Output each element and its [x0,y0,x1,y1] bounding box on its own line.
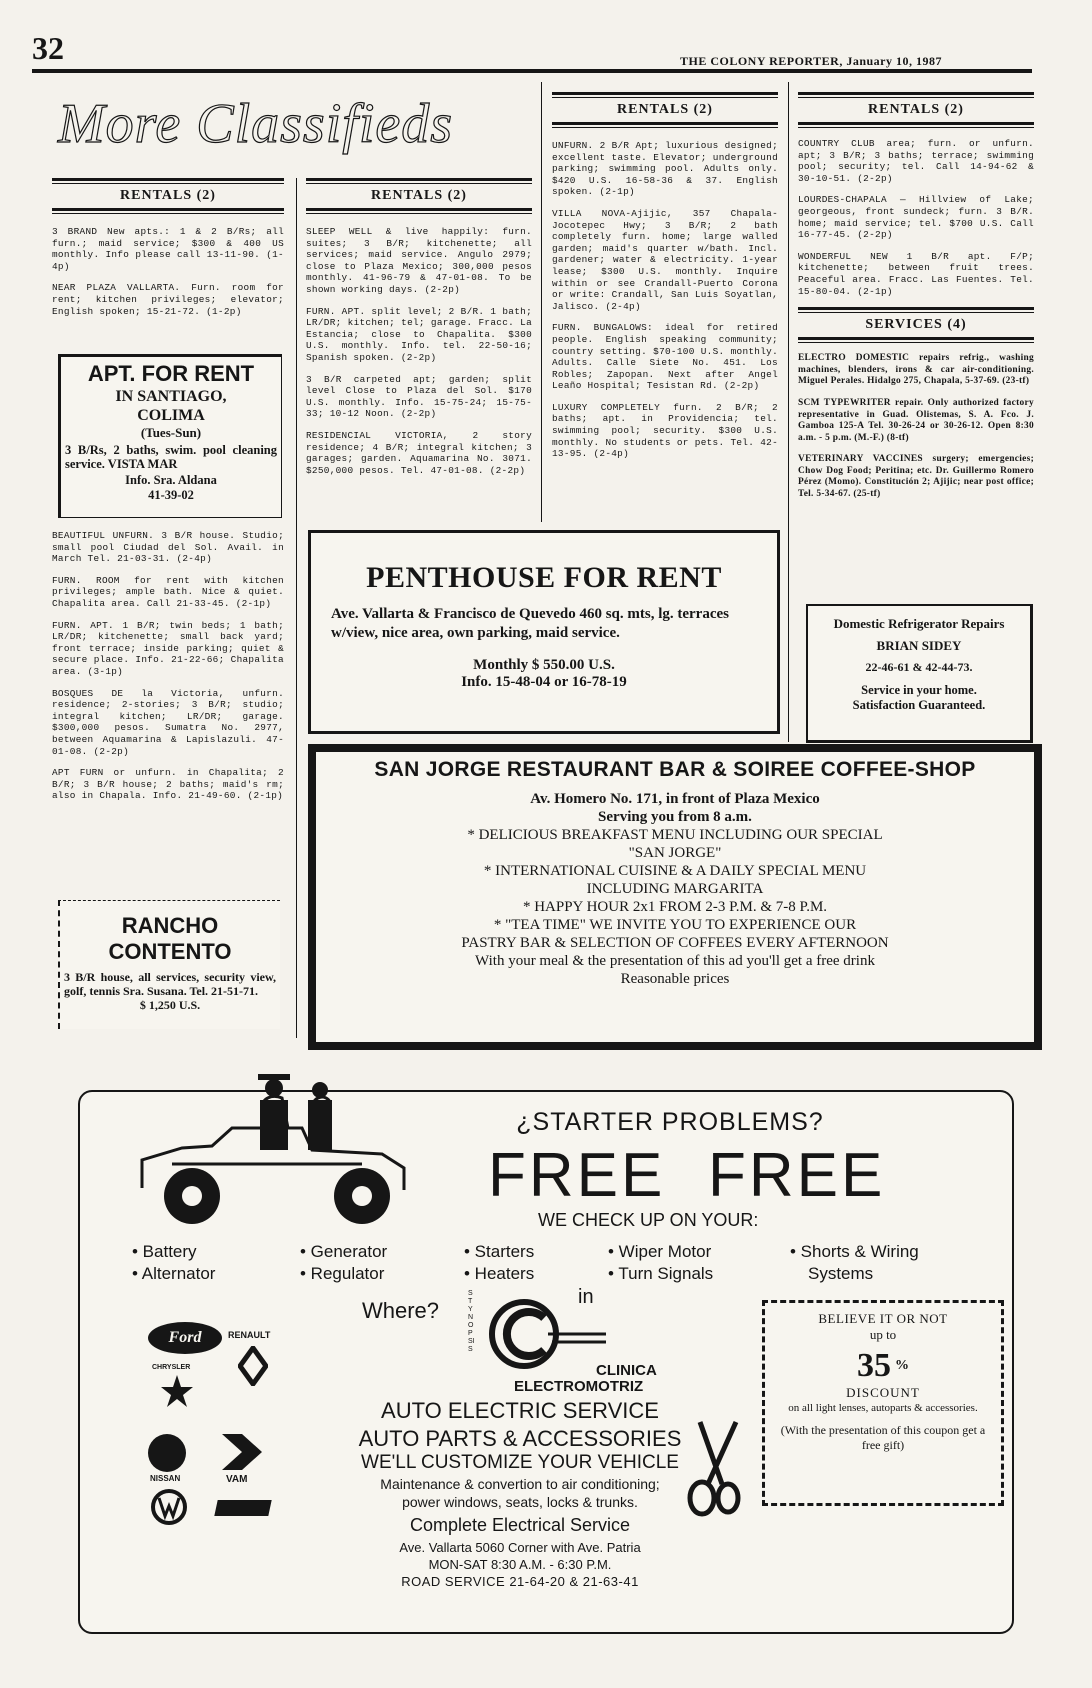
bullet-shorts: • Shorts & Wiring [790,1242,919,1261]
bullet-heaters: • Heaters [464,1264,535,1283]
apt-ad-phone: 41-39-02 [148,488,194,502]
coupon-line: up to [869,1327,897,1342]
service-line: WE'LL CUSTOMIZE YOUR VEHICLE [361,1452,679,1473]
col4-heading: RENTALS (2) [868,102,964,117]
list-item: VILLA NOVA-Ajijic, 357 Chapala-Jocotepec Hwy; 3 B/R; 2 bath completely furn. home; large walled garden; maid's quarter w/bath. Incl. gardener; water & electricity. 1-year lease; $300 U.S. monthly. Inquire within or see Crandall-Puerto Corona or write: Crandall, San Luis Soyatlan, Jalisco. (2-4p) [552,207,778,312]
sanjorge-line: * HAPPY HOUR 2x1 FROM 2-3 P.M. & 7-8 P.M. [522,899,828,915]
col1-heading: RENTALS (2) [120,188,216,203]
starter-question: ¿STARTER PROBLEMS? [516,1108,824,1136]
section-title: More Classifieds [58,93,454,155]
fridge-title: Domestic Refrigerator Repairs [833,616,1005,631]
list-item: WONDERFUL NEW 1 B/R apt. F/P; kitchenette; between fruit trees. Peaceful area. Fracc. Las Fuentes. Tel. 15-80-04. (2-1p) [798,250,1034,297]
services-heading: SERVICES (4) [865,317,967,333]
vintage-car-illustration [112,1068,432,1228]
list-item: ELECTRO DOMESTIC repairs refrig., washing machines, blenders, irons & car air-conditioning. Miguel Perales. Hidalgo 275, Chapala, 5-37-69. (23-tf) [798,353,1034,387]
san-jorge-ad [308,744,1042,1050]
penthouse-price: Monthly $ 550.00 U.S. [473,657,615,673]
coupon-line: BELIEVE IT OR NOT [818,1311,948,1326]
vw-logo-icon [150,1488,188,1526]
sanjorge-line: * "TEA TIME" WE INVITE YOU TO EXPERIENCE OUR [493,917,857,933]
bullet-regulator: • Regulator [300,1264,385,1283]
sanjorge-line: "SAN JORGE" [628,845,722,861]
bullet-generator: • Generator [300,1242,388,1261]
col3-heading: RENTALS (2) [617,102,713,117]
in-label: in [578,1286,594,1308]
bullet-starters: • Starters [464,1242,535,1261]
col1-lower [52,530,284,812]
free-word-2: FREE [708,1141,886,1210]
penthouse-body: Ave. Vallarta & Francisco de Quevedo 460 sq. mts, lg. terraces w/view, nice area, own parking, maid service. [331,606,729,641]
penthouse-ad [308,530,780,734]
list-item: FURN. APT. 1 B/R; twin beds; 1 bath; LR/DR; kitchenette; small back yard; front terrace; inside parking; quiet & secure place. Info. 21-22-66; Chapalita area. (3-1p) [52,619,284,677]
apt-ad-place: IN SANTIAGO, COLIMA [115,388,227,424]
col1 [52,178,284,327]
nissan-logo-icon [148,1434,186,1472]
sanjorge-line: Reasonable prices [620,971,730,987]
list-item: RESIDENCIAL VICTORIA, 2 story residence; 4 B/R; integral kitchen; 3 garages; garden. Aquamarina No. 3071. $250,000 pesos. Tel. 47-01-08. (2-2p) [306,429,532,476]
fridge-name: BRIAN SIDEY [876,638,962,653]
list-item: SCM TYPEWRITER repair. Only authorized factory representative in Guad. Olistemas, S. A. Fco. J. Gamboa 125-A Tel. 30-26-24 or 30-26-12. Open 8:30 a.m. - 5 p.m. (M.-F.) (8-tf) [798,397,1034,443]
check-up-line: WE CHECK UP ON YOUR: [538,1210,759,1230]
electromotriz-name: ELECTROMOTRIZ [514,1378,644,1395]
list-item: UNFURN. 2 B/R Apt; luxurious designed; excellent taste. Elevator; underground parking; swimming pool. Adults only. $420 U.S. 16-58-36 & 37. English spoken. (2-1p) [552,140,778,198]
coupon-35: 35 [857,1347,891,1384]
penthouse-title: PENTHOUSE FOR RENT [366,561,722,594]
coupon-line: (With the presentation of this coupon get a free gift) [780,1423,986,1452]
discount-coupon [762,1300,1004,1506]
sanjorge-line: With your meal & the presentation of this ad you'll get a free drink [475,953,875,969]
sanjorge-line: Av. Homero No. 171, in front of Plaza Mexico [530,791,820,807]
vertical-label: STYNOPSIS [468,1290,475,1353]
sanjorge-line: * DELICIOUS BREAKFAST MENU INCLUDING OUR SPECIAL [467,827,883,843]
list-item: FURN. BUNGALOWS: ideal for retired people. English speaking community; country setting. $70-100 U.S. monthly. Adults. Calle Siete No. 451. Los Robles; Zapopan. Next after Angel Leaño Hospital; Tesistan Rd. (2-2p) [552,322,778,392]
page-number: 32 [32,30,64,66]
free-word-1: FREE [488,1141,666,1210]
sanjorge-line: INCLUDING MARGARITA [586,881,764,897]
list-item: BOSQUES DE la Victoria, unfurn. residence; 2-stories; 3 B/R; studio; integral kitchen; LR/DR; garage. $300,000 pesos. Sumatra No. 2977, between Aquamarina & Lapislazuli. 47-01-08. (2-2p) [52,687,284,757]
sanjorge-title: SAN JORGE RESTAURANT BAR & SOIREE COFFEE-SHOP [374,758,976,781]
list-item: VETERINARY VACCINES surgery; emergencies; Chow Dog Food; Peritina; etc. Dr. Guillermo Romero Pérez (Momo). Constitución 2; Ajijic; near post office; Tel. 5-34-67. (25-tf) [798,454,1034,500]
list-item: 3 B/R carpeted apt; garden; split level Close to Plaza del Sol. $170 U.S. monthly. Info. 15-75-24; 15-75-33; 10-12 Noon. (2-2p) [306,373,532,420]
clinica-logo-icon [488,1296,608,1372]
bullet-wiper: • Wiper Motor [608,1242,712,1261]
col2-heading: RENTALS (2) [371,188,467,203]
clinica-name: CLINICA [596,1362,657,1379]
vam-label: VAM [226,1474,248,1485]
service-line: AUTO PARTS & ACCESSORIES [358,1426,682,1451]
apt-ad-days: (Tues-Sun) [140,425,202,440]
sanjorge-line: Serving you from 8 a.m. [598,809,752,825]
service-line: Maintenance & convertion to air conditioning; [380,1476,660,1492]
rancho-body: 3 B/R house, all services, security view, golf, tennis Sra. Susana. Tel. 21-51-71. [64,970,276,998]
service-line: power windows, seats, locks & trunks. [402,1494,638,1510]
publication-line: THE COLONY REPORTER, January 10, 1987 [680,54,942,68]
bullet-alternator: • Alternator [132,1264,216,1283]
coupon-line: DISCOUNT [846,1385,920,1400]
header-rule [32,69,1032,73]
chevrolet-logo-icon [214,1500,271,1516]
list-item: SLEEP WELL & live happily: furn. suites; 3 B/R; kitchenette; all services; maid service. Angulo 2979; close to Plaza Mexico; 300,000 pesos monthly. 41-96-79 & 47-01-08. To be shown working days. (2-2p) [306,226,532,295]
list-item: FURN. APT. split level; 2 B/R. 1 bath; LR/DR; kitchen; tel; garage. Fracc. La Estancia; close to Chapalita. $300 U.S. monthly. Info. tel. 22-50-16; Spanish spoken. (2-2p) [306,305,532,363]
apt-ad-info: Info. Sra. Aldana [125,473,217,487]
bullet-battery: • Battery [132,1242,197,1261]
list-item: FURN. ROOM for rent with kitchen privileges; ample bath. Nice & quiet. Chapalita area. Call 21-33-45. (2-1p) [52,574,284,609]
renault-diamond-icon [238,1346,268,1386]
list-item: APT FURN or unfurn. in Chapalita; 2 B/R; 3 B/R house; 2 baths; maid's rm; also in Chapala. Info. 21-49-60. (2-1p) [52,767,284,802]
apt-for-rent-ad [58,354,282,518]
apt-ad-title: APT. FOR RENT [87,361,255,386]
rancho-title: RANCHO CONTENTO [108,913,232,964]
chrysler-logo: CHRYSLER [152,1364,191,1371]
vam-chevron-icon [220,1432,264,1472]
fridge-tagline2: Satisfaction Guaranteed. [852,698,986,712]
list-item: 3 BRAND New apts.: 1 & 2 B/Rs; all furn.; maid service; $300 & 400 US monthly. Info please call 13-11-90. (1-4p) [52,226,284,272]
col3 [552,92,778,470]
fridge-tagline1: Service in your home. [861,683,977,697]
list-item: COUNTRY CLUB area; furn. or unfurn. apt; 3 B/R; 3 baths; terrace; swimming pool; security; tel. Call 14-94-62 & 30-10-51. (2-2p) [798,138,1034,184]
service-line: Ave. Vallarta 5060 Corner with Ave. Patria [399,1540,641,1555]
coupon-percent-sign: % [895,1358,909,1373]
nissan-label: NISSAN [150,1474,181,1483]
coupon-line: on all light lenses, autoparts & accessories. [788,1402,978,1414]
bullet-systems: Systems [808,1264,874,1283]
apt-ad-body: 3 B/Rs, 2 baths, swim. pool cleaning service. VISTA MAR [65,443,277,471]
chrysler-star-icon [160,1374,194,1408]
rancho-price: $ 1,250 U.S. [139,998,201,1012]
scissors-icon [686,1418,746,1518]
renault-logo: RENAULT [228,1330,271,1340]
col2 [306,178,532,486]
fridge-phones: 22-46-61 & 42-44-73. [865,660,973,674]
list-item: LUXURY COMPLETELY furn. 2 B/R; 2 baths; apt. in Providencia; tel. swimming pool; security. $300 U.S. monthly. No students or pets. Tel. 42-13-95. (2-4p) [552,401,778,460]
service-line: MON-SAT 8:30 A.M. - 6:30 P.M. [428,1557,612,1572]
list-item: BEAUTIFUL UNFURN. 3 B/R house. Studio; small pool Ciudad del Sol. Avail. in March Tel. 21-03-31. (2-4p) [52,530,284,565]
service-line: ROAD SERVICE 21-64-20 & 21-63-41 [401,1574,639,1589]
sanjorge-line: * INTERNATIONAL CUISINE & A DAILY SPECIAL MENU [483,863,867,879]
list-item: LOURDES-CHAPALA — Hillview of Lake; georgeous, front sundeck; furn. 3 B/R. home; maid service; tel. $700 U.S. Call 16-77-45. (2-2p) [798,194,1034,241]
fridge-repair-ad [806,604,1033,743]
service-line: Complete Electrical Service [409,1515,631,1535]
service-line: AUTO ELECTRIC SERVICE [381,1398,659,1423]
sanjorge-line: PASTRY BAR & SELECTION OF COFFEES EVERY AFTERNOON [461,935,889,951]
coupon-percent [765,1347,1001,1385]
list-item: NEAR PLAZA VALLARTA. Furn. room for rent; kitchen privileges; elevator; English spoken; 15-21-72. (1-2p) [52,282,284,317]
col4 [798,92,1034,511]
ford-logo: Ford [148,1322,222,1354]
penthouse-info: Info. 15-48-04 or 16-78-19 [461,674,627,690]
where-label: Where? [362,1298,440,1323]
rancho-contento-ad [58,900,280,1029]
bullet-turn: • Turn Signals [608,1264,714,1283]
